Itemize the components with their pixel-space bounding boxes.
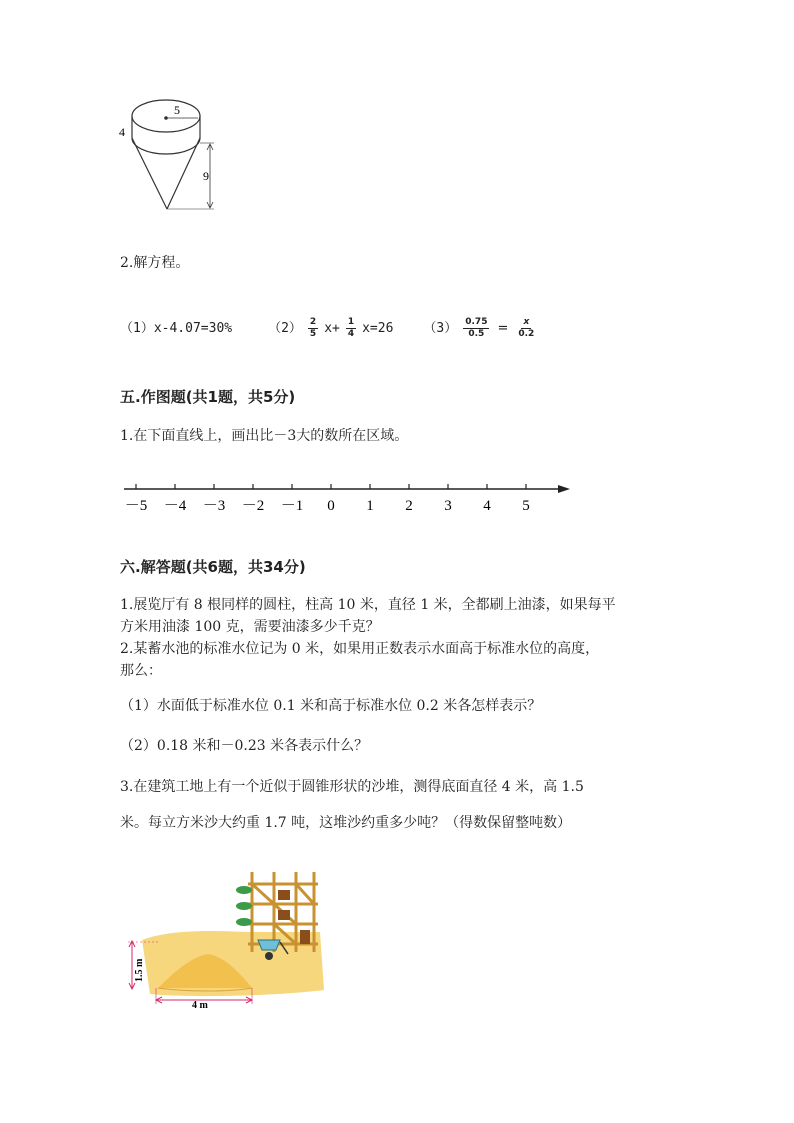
number-line-tick-label: －2 xyxy=(241,498,265,514)
cone-height-label: 9 xyxy=(203,169,209,183)
eq2-mid: x+ xyxy=(324,320,340,336)
section6-q1-line1: 1.展览厅有 8 根同样的圆柱，柱高 10 米，直径 1 米，全都刷上油漆，如果每平 xyxy=(120,597,616,613)
number-line-tick-label: －3 xyxy=(202,498,226,514)
number-line-tick-label: －4 xyxy=(163,498,187,514)
section6-q1-line2: 方米用油漆 100 克，需要油漆多少千克？ xyxy=(120,619,380,635)
eq2-frac2-denominator: 4 xyxy=(347,329,355,339)
eq2-fraction-2 xyxy=(346,317,356,340)
section6-q2-line2: 那么： xyxy=(120,663,162,679)
eq2-fraction-1 xyxy=(308,317,318,340)
equation-3 xyxy=(423,317,542,340)
eq3-right-fraction xyxy=(516,317,536,340)
section6-q3-line2: 米。每立方米沙大约重 1.7 吨，这堆沙约重多少吨？（得数保留整吨数） xyxy=(120,815,572,831)
eq3-right-denominator: 0.2 xyxy=(518,329,535,339)
section6-q2-line1: 2.某蓄水池的标准水位记为 0 米，如果用正数表示水面高于标准水位的高度， xyxy=(120,641,600,657)
section5-q1: 1.在下面直线上，画出比－3大的数所在区域。 xyxy=(120,428,409,444)
number-line-tick-label: 4 xyxy=(483,498,491,514)
number-line-tick-label: 2 xyxy=(405,498,413,514)
number-line-tick-label: 1 xyxy=(366,498,374,514)
section5-heading: 五.作图题(共1题，共5分) xyxy=(120,388,296,406)
eq3-left-denominator: 0.5 xyxy=(468,329,485,339)
eq2-frac2-numerator: 1 xyxy=(347,317,355,327)
section6-q2-sub2: （2）0.18 米和－0.23 米各表示什么？ xyxy=(120,738,369,754)
eq2-frac1-numerator: 2 xyxy=(309,317,317,327)
number-line-tick-label: －1 xyxy=(280,498,304,514)
eq3-left-numerator: 0.75 xyxy=(465,317,488,327)
sand-height-label: 1.5 m xyxy=(134,958,145,982)
equation-1: （1）x-4.07=30% xyxy=(120,320,233,336)
sand-pile-figure xyxy=(128,870,328,1010)
number-line xyxy=(120,478,580,518)
equation-row xyxy=(120,317,542,340)
sand-diameter-label: 4 m xyxy=(192,1000,208,1010)
eq2-prefix: （2） xyxy=(268,320,302,336)
eq3-equals: = xyxy=(497,320,509,336)
number-line-tick-label: 5 xyxy=(522,498,530,514)
number-line-tick-label: 0 xyxy=(327,498,335,514)
eq3-right-numerator: x xyxy=(523,317,530,327)
section6-q2-sub1: （1）水面低于标准水位 0.1 米和高于标准水位 0.2 米各怎样表示？ xyxy=(120,698,542,714)
q2-title: 2.解方程。 xyxy=(120,255,190,271)
eq2-frac1-denominator: 5 xyxy=(309,329,317,339)
radius-label: 5 xyxy=(174,103,180,117)
number-line-tick-label: －5 xyxy=(124,498,148,514)
eq3-prefix: （3） xyxy=(423,320,458,336)
cylinder-cone-figure xyxy=(110,90,230,220)
section6-heading: 六.解答题(共6题，共34分) xyxy=(120,558,306,576)
eq3-left-fraction xyxy=(463,317,489,340)
cylinder-height-label: 4 xyxy=(119,125,125,139)
eq2-suffix: x=26 xyxy=(362,320,394,336)
number-line-arrow xyxy=(558,485,570,493)
equation-2 xyxy=(268,317,393,340)
section6-q3-line1: 3.在建筑工地上有一个近似于圆锥形状的沙堆，测得底面直径 4 米，高 1.5 xyxy=(120,779,584,795)
number-line-tick-label: 3 xyxy=(444,498,452,514)
